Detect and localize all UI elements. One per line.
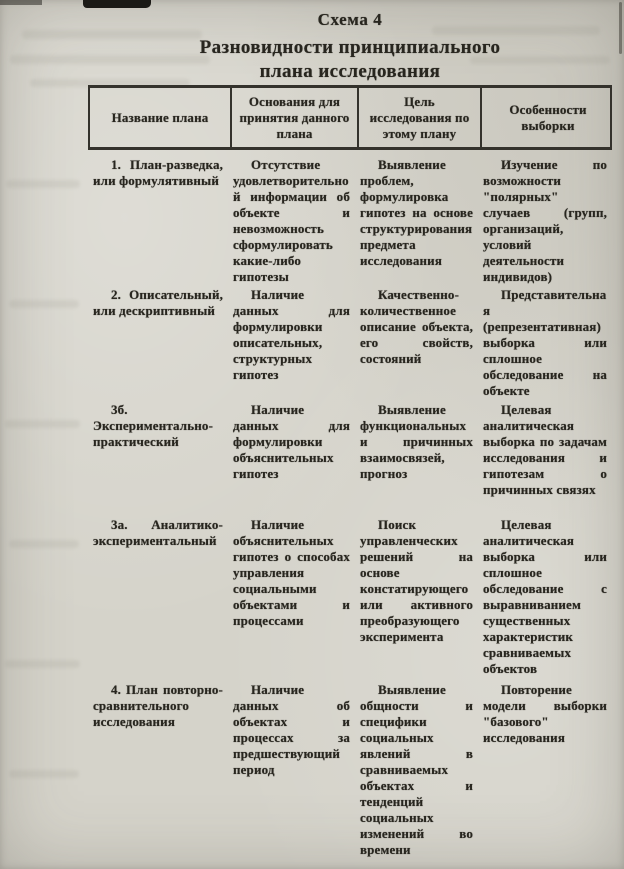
page-title-line2: плана исследования [259, 61, 441, 82]
scan-bleed-artifact [5, 660, 80, 668]
page-title [88, 36, 612, 84]
cell-plan-name: 3а. Аналитико-экспериментальный [93, 517, 223, 548]
cell-grounds: Наличие данных для формулировки описательных, структурных гипотез [233, 287, 350, 382]
table-row [88, 402, 612, 517]
column-header-sampling: Особенности выборки [480, 88, 614, 147]
cell-goal: Выявление проблем, формулировка гипотез на основе структурирования предмета исследования [360, 157, 473, 268]
table-row [88, 517, 612, 682]
cell-grounds: Наличие данных для формулировки объяснительных гипотез [233, 402, 350, 481]
column-header-goal: Цель исследования по этому плану [357, 88, 480, 147]
table-row [88, 287, 612, 402]
cell-goal: Выявление общности и специфики социальных явлений в сравниваемых объектах и тенденций социальных изменений во времени [360, 682, 473, 857]
cell-plan-name: 3б. Экспериментально-практический [93, 402, 214, 449]
scheme-label: Схема 4 [317, 10, 383, 29]
scan-bleed-artifact [6, 180, 80, 188]
cell-goal: Качественно-количественное описание объекта, его свойств, состояний [360, 287, 473, 366]
cell-plan-name: 1. План-разведка, или формулятивный [93, 157, 223, 188]
scan-smudge-artifact [619, 2, 622, 54]
cell-sampling: Целевая аналитическая выборка или сплошное обследование с выравниванием существенных характеристик сравниваемых объектов [483, 517, 607, 676]
cell-sampling: Целевая аналитическая выборка по задачам исследования и гипотезам о причинных связях [483, 402, 607, 497]
page-title-line1: Разновидности принципиального [199, 37, 501, 58]
research-plan-table [88, 85, 612, 860]
table-header-row [88, 85, 612, 150]
cell-sampling: Повторение модели выборки "базового" исследования [483, 682, 607, 745]
cell-grounds: Наличие объяснительных гипотез о способах управления социальными объектами и процессами [233, 517, 350, 628]
cell-plan-name: 4. План повторно-сравнительного исследования [93, 682, 223, 729]
cell-plan-name: 2. Описательный, или дескриптивный [93, 287, 223, 318]
table-row [88, 157, 612, 287]
title-block [88, 0, 612, 84]
cell-sampling: Изучение по возможности "полярных" случаев (групп, организаций, условий деятельности индивидов) [483, 157, 607, 284]
scan-smudge-artifact [0, 0, 42, 5]
scan-bleed-artifact [9, 770, 79, 778]
cell-grounds: Наличие данных об объектах и процессах за предшествующий период [233, 682, 350, 777]
cell-goal: Выявление функциональных и причинных взаимосвязей, прогноз [360, 402, 473, 481]
scan-bleed-artifact [5, 420, 80, 428]
column-header-plan-name: Название плана [111, 109, 209, 125]
table-body [88, 157, 612, 860]
table-row [88, 682, 612, 860]
cell-sampling: Представительная (репрезентативная) выборка или сплошное обследование на объекте [483, 287, 607, 398]
cell-goal: Поиск управленческих решений на основе констатирующего или активного преобразующего эксперимента [360, 517, 473, 644]
scan-bleed-artifact [9, 300, 79, 308]
column-header-grounds: Основания для принятия данного плана [230, 88, 357, 147]
scan-bleed-artifact [9, 540, 79, 548]
cell-grounds: Отсутствие удовлетворительной информации об объекте и невозможность сформулировать какие-либо гипотезы [233, 157, 350, 284]
